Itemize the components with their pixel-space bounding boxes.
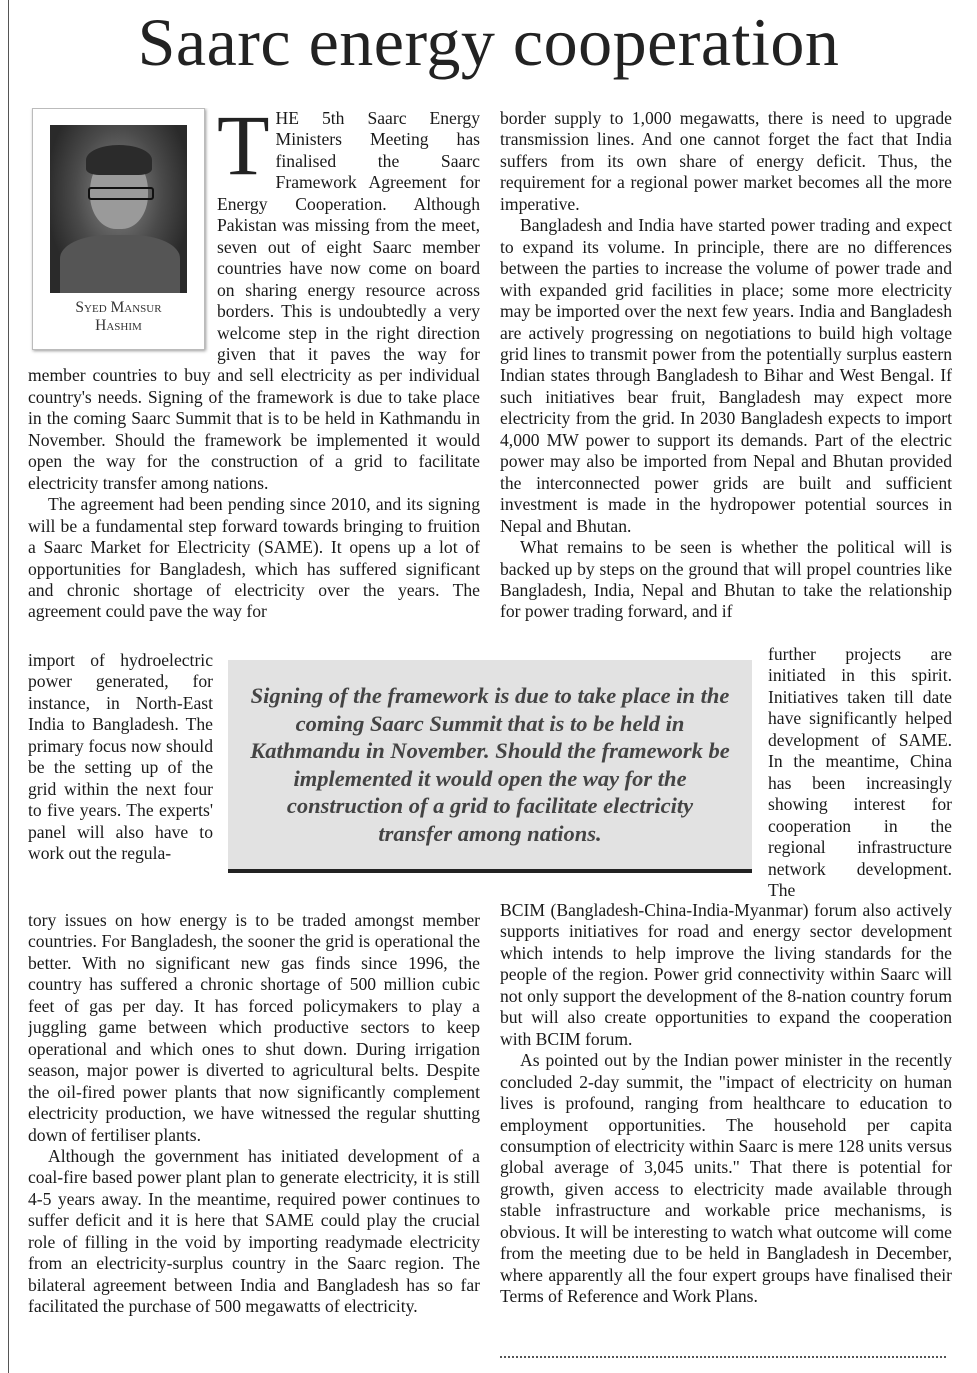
- right-column-narrow: [768, 644, 952, 902]
- author-name-line1: Syed Mansur: [75, 299, 162, 316]
- paragraph: tory issues on how energy is to be traded amongst member countries. For Bangladesh, the sooner the grid is operational the better. With no significant new gas finds since 1996, the country has suffered a chronic shortage of 500 million cubic feet of gas per day. It has forced policymakers to play a juggling game between which productive sectors to keep operational and which ones to shut down. During irrigation season, major power is diverted to agricultural belts. Despite the oil-fired power plants that now significantly complement electricity production, we have witnessed the regular shutting down of fertiliser plants.: [28, 910, 480, 1145]
- author-photo: [50, 125, 187, 293]
- drop-cap: T: [217, 108, 270, 193]
- left-column-top: [28, 108, 480, 648]
- paragraph: As pointed out by the Indian power minister in the recently concluded 2-day summit, the "impact of electricity on human lives is profound, ranging from healthcare to education to employment opportunities. The household per capita consumption of electricity within Saarc is mere 128 units versus global average of 3,045 units." That there is potential for growth, given access to electricity made available through stable infrastructure and workable price mechanisms, is obvious. It will be interesting to watch what outcome will come from the meeting due to be held in Bangladesh in December, where apparently all the four expert groups have finalised their Terms of Reference and Work Plans.: [500, 1050, 952, 1307]
- right-column-top: [500, 108, 952, 644]
- paragraph: What remains to be seen is whether the political will is backed up by steps on the ground that will propel countries like Bangladesh, India, Nepal and Bhutan to take the relationship for power trading forward, and if: [500, 537, 952, 622]
- author-photo-box: [32, 108, 205, 350]
- paragraph: The agreement had been pending since 2010, and its signing will be a fundamental step forward towards bringing to fruition a Saarc Market for Electricity (SAME). It opens up a lot of opportunities for Bangladesh, which has suffered significant and chronic shortage of electricity over the years. The agreement could pave the way for: [28, 494, 480, 622]
- paragraph: BCIM (Bangladesh-China-India-Myanmar) forum also actively supports initiatives for road and energy sector development which intends to help improve the living standards for the people of the region. Power grid connectivity within Saarc will not only support the development of the 8-nation country forum but will also create opportunities to expand the cooperation with BCIM forum.: [500, 900, 952, 1049]
- left-column-bottom: [28, 910, 480, 1373]
- author-name-line2: Hashim: [95, 317, 142, 334]
- paragraph: HE 5th Saarc Energy Ministers Meeting has finalised the Saarc Framework Agreement for Energy Cooperation. Although Pakistan was missing from the meet, seven out of eight Saarc member countries have now come on board on sharing energy resource across borders. This is undoubtedly a very welcome step in the right direction given that it paves the way for member countries to buy and sell electricity as per individual country's needs. Signing of the framework is due to take place in the coming Saarc Summit that is to be held in Kathmandu in November. Should the framework be implemented it would open the way for the construction of a grid to facilitate electricity transfer among nations.: [28, 108, 480, 493]
- right-column-bottom: [500, 900, 952, 1350]
- headline: Saarc energy cooperation: [137, 4, 840, 80]
- page-edge-rule: [8, 0, 9, 1373]
- end-dotted-rule: [500, 1356, 946, 1358]
- paragraph: Bangladesh and India have started power trading and expect to expand its volume. In principle, there are no differences between the parties to increase the volume of power trade and with expanded grid facilities in place; some more electricity may be imported over the next few years. India and Bangladesh are actively progressing on negotiations to build high voltage grid lines to transmit power from the potentially surplus eastern Indian states through Bangladesh to Bihar and West Bengal. If such initiatives bear fruit, Bangladesh may expect more electricity from the grid. In 2030 Bangladesh expects to import 4,000 MW power to support its demands. Part of the electric power may also be imported from Nepal and Bhutan provided the interconnected power grids are built and sufficient investment is made in the hydropower potential sources in Nepal and Bhutan.: [500, 215, 952, 536]
- pull-quote-text: Signing of the framework is due to take place in the coming Saarc Summit that is to be held in Kathmandu in November. Should the framework be implemented it would open the way for the construction of a grid to facilitate electricity transfer among nations.: [250, 683, 730, 846]
- left-column-narrow: [28, 650, 213, 908]
- paragraph: Although the government has initiated development of a coal-fire based power plant plan to generate electricity, it is still 4-5 years away. In the meantime, required power continues to suffer deficit and it is here that SAME could play the crucial role of filling in the void by importing readymade electricity from an electricity-surplus country in the Saarc region. The bilateral agreement between India and Bangladesh has so far facilitated the purchase of 500 megawatts of electricity.: [28, 1145, 480, 1317]
- paragraph: import of hydroelectric power generated, for instance, in North-East India to Bangladesh. The primary focus now should be the setting up of the grid within the next four to five years. The experts' panel will also have to work out the regula-: [28, 650, 213, 864]
- paragraph: border supply to 1,000 megawatts, there is need to upgrade transmission lines. And one cannot forget the fact that India suffers from its own share of energy deficit. Thus, the requirement for a regional power market becomes all the more imperative.: [500, 108, 952, 214]
- paragraph: further projects are initiated in this spirit. Initiatives taken till date have significantly helped development of SAME. In the meantime, China has been increasingly showing interest for cooperation in the regional infrastructure network development. The: [768, 644, 952, 900]
- pull-quote: [228, 660, 752, 873]
